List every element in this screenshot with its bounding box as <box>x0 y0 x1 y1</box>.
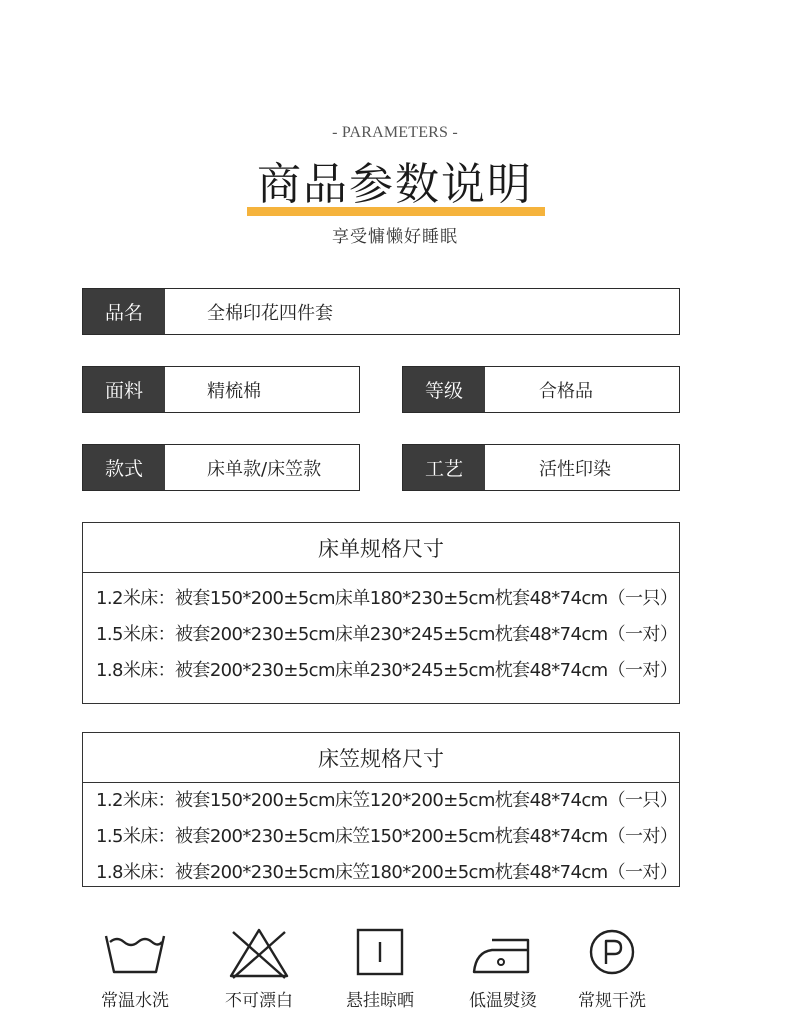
param-label-grade: 等级 <box>403 367 485 412</box>
param-value-craft: 活性印染 <box>539 458 611 480</box>
sheet-spec-line: 1.8米床：被套200*230±5cm床单230*245±5cm枕套48*74cm（一对） <box>96 660 678 681</box>
care-item-dryclean <box>557 926 667 1011</box>
care-item-hang <box>325 926 435 1011</box>
fitted-spec-line: 1.5米床：被套200*230±5cm床笠150*200±5cm枕套48*74cm（一对） <box>96 826 678 847</box>
hang-dry-icon <box>352 926 408 982</box>
param-value-grade: 合格品 <box>539 380 593 402</box>
fitted-spec-table <box>82 732 680 887</box>
fitted-spec-title: 床笠规格尺寸 <box>83 733 679 783</box>
sheet-spec-line: 1.5米床：被套200*230±5cm床单230*245±5cm枕套48*74cm（一对） <box>96 624 678 645</box>
care-label: 悬挂晾晒 <box>346 991 414 1011</box>
wash-basin-icon <box>100 926 170 982</box>
iron-low-icon <box>470 926 536 982</box>
care-item-iron <box>448 926 558 1011</box>
param-label-name: 品名 <box>83 289 165 334</box>
param-row-craft <box>402 444 680 491</box>
section-eyebrow: - PARAMETERS - <box>332 124 458 141</box>
param-row-style <box>82 444 360 491</box>
param-row-grade <box>402 366 680 413</box>
care-label: 常温水洗 <box>101 991 169 1011</box>
care-item-wash <box>80 926 190 1011</box>
care-label: 低温熨烫 <box>469 991 537 1011</box>
param-label-craft: 工艺 <box>403 445 485 490</box>
no-bleach-icon <box>227 926 291 982</box>
care-label: 不可漂白 <box>225 991 293 1011</box>
care-label: 常规干洗 <box>578 991 646 1011</box>
page-subtitle: 享受慵懒好睡眠 <box>332 227 458 247</box>
param-value-name: 全棉印花四件套 <box>207 302 333 324</box>
page-title: 商品参数说明 <box>257 159 533 210</box>
param-value-fabric: 精梳棉 <box>207 380 261 402</box>
fitted-spec-line: 1.8米床：被套200*230±5cm床笠180*200±5cm枕套48*74cm（一对） <box>96 862 678 883</box>
param-row-name <box>82 288 680 335</box>
sheet-spec-table <box>82 522 680 704</box>
param-label-fabric: 面料 <box>83 367 165 412</box>
care-instructions <box>0 926 790 1016</box>
param-label-style: 款式 <box>83 445 165 490</box>
param-value-style: 床单款/床笠款 <box>207 458 322 480</box>
title-wrap <box>0 154 790 216</box>
sheet-spec-line: 1.2米床：被套150*200±5cm床单180*230±5cm枕套48*74cm（一只） <box>96 588 678 609</box>
care-item-bleach <box>204 926 314 1011</box>
sheet-spec-title: 床单规格尺寸 <box>83 523 679 573</box>
param-row-fabric <box>82 366 360 413</box>
fitted-spec-line: 1.2米床：被套150*200±5cm床笠120*200±5cm枕套48*74cm（一只） <box>96 790 678 811</box>
dry-clean-p-icon <box>584 926 640 982</box>
